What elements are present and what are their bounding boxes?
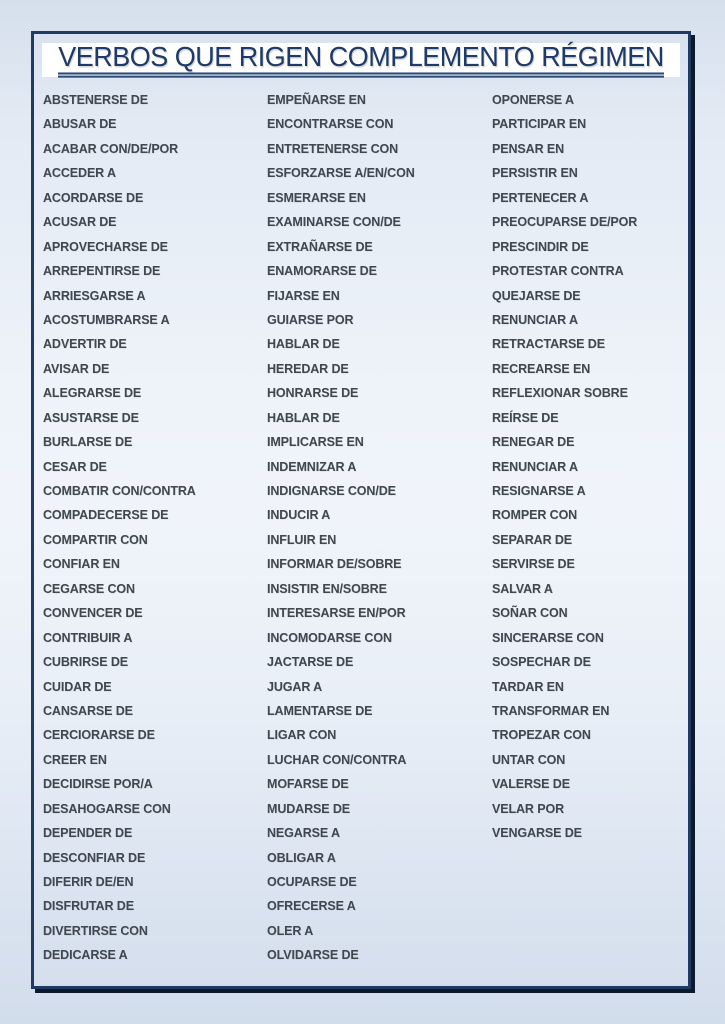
verb-item: DIFERIR DE/EN: [43, 875, 134, 889]
verb-item: CONTRIBUIR A: [43, 630, 133, 645]
verb-item: RESIGNARSE A: [492, 484, 586, 498]
verb-item: IMPLICARSE EN: [267, 435, 364, 450]
verb-item: DECIDIRSE POR/A: [43, 777, 153, 792]
verb-item: UNTAR CON: [492, 752, 566, 767]
verb-item: SEPARAR DE: [492, 532, 573, 547]
verb-item: FIJARSE EN: [267, 288, 340, 303]
verb-item: SOÑAR CON: [492, 606, 568, 621]
verb-item: REFLEXIONAR SOBRE: [492, 386, 628, 401]
verb-column-3: [492, 88, 688, 968]
verb-item: PARTICIPAR EN: [492, 117, 587, 132]
verb-item: CERCIORARSE DE: [43, 728, 155, 743]
verb-item: ARREPENTIRSE DE: [43, 264, 161, 279]
verb-item: CUIDAR DE: [43, 679, 112, 694]
verb-item: QUEJARSE DE: [492, 288, 581, 303]
verb-item: PERSISTIR EN: [492, 166, 578, 181]
verb-item: SOSPECHAR DE: [492, 655, 591, 670]
verb-item: SALVAR A: [492, 581, 553, 596]
verb-item: ENTRETENERSE CON: [267, 141, 399, 156]
verb-item: JACTARSE DE: [267, 655, 354, 670]
verb-item: VENGARSE DE: [492, 826, 582, 841]
verb-item: OFRECERSE A: [267, 899, 356, 914]
page-border-frame: [31, 31, 691, 989]
verb-columns: [43, 88, 688, 968]
verb-item: DEPENDER DE: [43, 826, 133, 841]
verb-item: ESFORZARSE A/EN/CON: [267, 166, 415, 181]
verb-item: ABUSAR DE: [43, 117, 117, 132]
verb-item: OLER A: [267, 923, 314, 938]
verb-item: GUIARSE POR: [267, 312, 354, 327]
verb-item: PREOCUPARSE DE/POR: [492, 215, 638, 230]
verb-item: NEGARSE A: [267, 826, 340, 841]
verb-item: TROPEZAR CON: [492, 728, 591, 743]
verb-item: ARRIESGARSE A: [43, 288, 146, 303]
verb-item: INTERESARSE EN/POR: [267, 606, 406, 621]
verb-item: DEDICARSE A: [43, 948, 128, 963]
verb-item: INFLUIR EN: [267, 532, 337, 547]
verb-item: HABLAR DE: [267, 410, 340, 425]
verb-item: ROMPER CON: [492, 508, 578, 523]
verb-item: APROVECHARSE DE: [43, 239, 168, 254]
title-band: [42, 40, 680, 77]
verb-item: LAMENTARSE DE: [267, 703, 373, 718]
verb-item: HONRARSE DE: [267, 386, 359, 401]
verb-item: CUBRIRSE DE: [43, 655, 129, 670]
verb-item: OLVIDARSE DE: [267, 948, 359, 963]
verb-item: PENSAR EN: [492, 141, 565, 156]
verb-item: COMPADECERSE DE: [43, 508, 169, 523]
verb-item: CONVENCER DE: [43, 606, 143, 621]
verb-item: EXTRAÑARSE DE: [267, 239, 373, 254]
verb-item: RENEGAR DE: [492, 435, 575, 450]
verb-item: INDUCIR A: [267, 508, 331, 523]
verb-item: CREER EN: [43, 752, 107, 767]
page-title: VERBOS QUE RIGEN COMPLEMENTO RÉGIMEN: [58, 43, 664, 77]
verb-item: VALERSE DE: [492, 777, 570, 792]
verb-item: ENCONTRARSE CON: [267, 117, 394, 132]
verb-item: JUGAR A: [267, 679, 323, 694]
verb-item: OBLIGAR A: [267, 850, 336, 865]
verb-item: PERTENECER A: [492, 190, 589, 205]
verb-item: ALEGRARSE DE: [43, 386, 142, 401]
verb-item: RECREARSE EN: [492, 361, 591, 376]
verb-item: SERVIRSE DE: [492, 557, 575, 572]
verb-item: RETRACTARSE DE: [492, 337, 605, 352]
verb-item: TARDAR EN: [492, 679, 564, 694]
verb-item: INDIGNARSE CON/DE: [267, 484, 396, 498]
verb-item: ACORDARSE DE: [43, 190, 144, 205]
verb-item: TRANSFORMAR EN: [492, 703, 610, 718]
verb-item: PRESCINDIR DE: [492, 239, 589, 254]
verb-column-1: [43, 88, 267, 968]
verb-item: PROTESTAR CONTRA: [492, 264, 624, 279]
verb-item: CONFIAR EN: [43, 557, 120, 572]
verb-item: RENUNCIAR A: [492, 312, 578, 327]
verb-item: ENAMORARSE DE: [267, 264, 377, 279]
verb-item: DESAHOGARSE CON: [43, 801, 171, 816]
verb-item: DISFRUTAR DE: [43, 899, 134, 914]
verb-item: DIVERTIRSE CON: [43, 923, 148, 938]
verb-item: ACOSTUMBRARSE A: [43, 312, 170, 327]
verb-item: ESMERARSE EN: [267, 190, 366, 205]
verb-item: EXAMINARSE CON/DE: [267, 215, 401, 230]
verb-item: MOFARSE DE: [267, 777, 349, 792]
verb-item: VELAR POR: [492, 801, 565, 816]
verb-item: ABSTENERSE DE: [43, 93, 148, 107]
verb-item: CESAR DE: [43, 459, 107, 474]
verb-item: RENUNCIAR A: [492, 459, 578, 474]
verb-item: OPONERSE A: [492, 93, 574, 107]
verb-item: LIGAR CON: [267, 728, 337, 743]
verb-item: HABLAR DE: [267, 337, 340, 352]
verb-item: EMPEÑARSE EN: [267, 93, 366, 107]
verb-item: CEGARSE CON: [43, 581, 135, 596]
verb-item: CANSARSE DE: [43, 703, 133, 718]
verb-item: COMBATIR CON/CONTRA: [43, 484, 196, 498]
verb-item: INDEMNIZAR A: [267, 459, 357, 474]
verb-item: SINCERARSE CON: [492, 630, 604, 645]
verb-item: INCOMODARSE CON: [267, 630, 392, 645]
verb-item: BURLARSE DE: [43, 435, 133, 450]
verb-item: ACCEDER A: [43, 166, 116, 181]
verb-item: ACABAR CON/DE/POR: [43, 141, 179, 156]
verb-item: INSISTIR EN/SOBRE: [267, 581, 387, 596]
verb-column-2: [267, 88, 492, 968]
verb-item: ASUSTARSE DE: [43, 410, 139, 425]
verb-item: INFORMAR DE/SOBRE: [267, 557, 402, 572]
verb-item: ACUSAR DE: [43, 215, 117, 230]
verb-item: DESCONFIAR DE: [43, 850, 146, 865]
verb-item: MUDARSE DE: [267, 801, 351, 816]
verb-item: OCUPARSE DE: [267, 875, 357, 889]
verb-item: ADVERTIR DE: [43, 337, 127, 352]
verb-item: AVISAR DE: [43, 361, 110, 376]
verb-item: LUCHAR CON/CONTRA: [267, 752, 407, 767]
verb-item: COMPARTIR CON: [43, 532, 148, 547]
verb-item: REÍRSE DE: [492, 410, 559, 425]
verb-item: HEREDAR DE: [267, 361, 349, 376]
